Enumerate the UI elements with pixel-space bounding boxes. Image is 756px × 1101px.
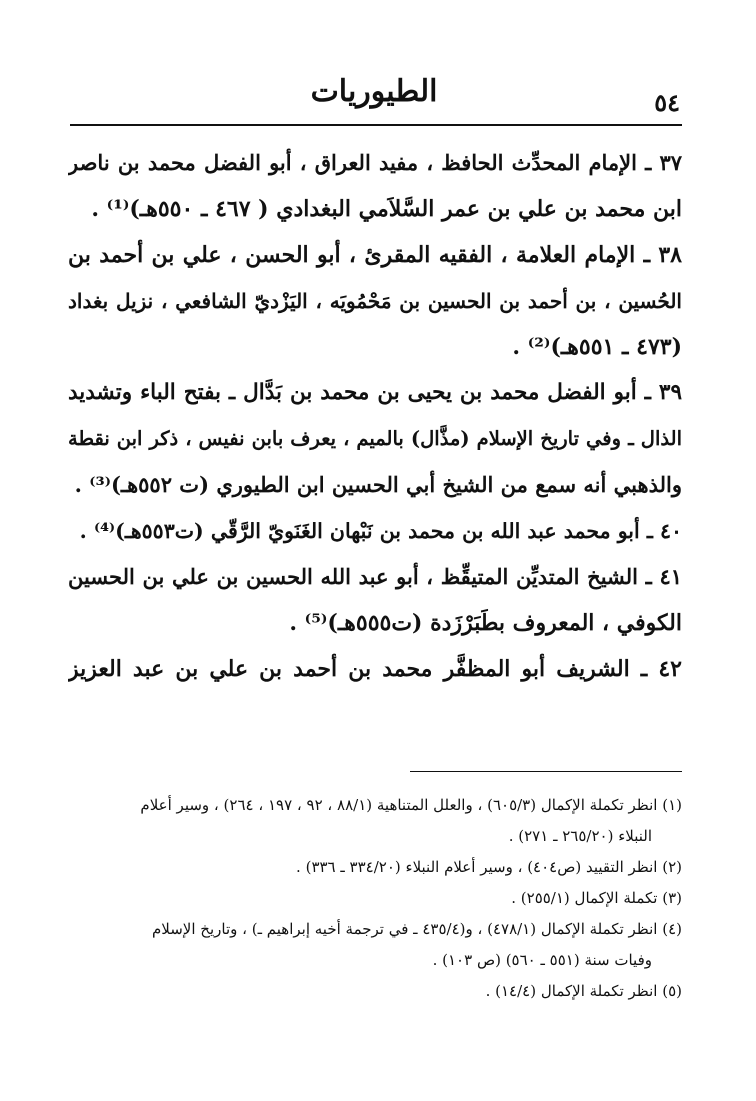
text-line: ٣٩ ـ أبو الفضل محمد بن يحيى بن محمد بن بَدَّال ـ بفتح الباء وتشديد <box>68 380 682 405</box>
page-number: ٥٤ <box>654 88 680 117</box>
footnote-rule <box>410 771 682 772</box>
text-line: الذال ـ وفي تاريخ الإسلام (مذَّال) بالميم ، يعرف بابن نفيس ، ذكر ابن نقطة <box>68 427 682 450</box>
footnote-line: (٣) تكملة الإكمال (٢٥٥/١) . <box>511 889 682 907</box>
text-line: ٤٠ ـ أبو محمد عبد الله بن محمد بن نَبْهان الغَنَويّ الرَّقّي (ت٥٥٣هـ)⁽⁴⁾ . <box>79 519 682 543</box>
footnote-line: (٢) انظر التقييد (ص٤٠٤) ، وسير أعلام النبلاء (٣٣٤/٢٠ ـ ٣٣٦) . <box>296 858 682 876</box>
book-title: الطيوريات <box>310 74 438 109</box>
text-line: والذهبي أنه سمع من الشيخ أبي الحسين ابن الطيوري (ت ٥٥٢هـ)⁽³⁾ . <box>74 472 682 497</box>
footnote-line: النبلاء (٢٦٥/٢٠ ـ ٢٧١) . <box>508 827 652 845</box>
text-line: ٤٢ ـ الشريف أبو المظفَّر محمد بن أحمد بن علي بن عبد العزيز <box>68 656 682 682</box>
text-line: ابن محمد بن علي بن عمر السَّلاَمي البغدادي ( ٤٦٧ ـ ٥٥٠هـ)⁽¹⁾ . <box>91 196 682 222</box>
page-header <box>68 70 680 120</box>
footnote-line: وفيات سنة (٥٥١ ـ ٥٦٠) (ص ١٠٣) . <box>432 951 652 969</box>
footnote-line: (٥) انظر تكملة الإكمال (١٤/٤) . <box>485 982 682 1000</box>
text-line: الحُسين ، بن أحمد بن الحسين بن مَحْمُويَه ، اليَزْديّ الشافعي ، نزيل بغداد <box>68 289 682 313</box>
footnote-line: (١) انظر تكملة الإكمال (٦٠٥/٣) ، والعلل المتناهية (٨٨/١ ، ٩٢ ، ١٩٧ ، ٢٦٤) ، وسير أعلام <box>140 796 682 814</box>
footnotes <box>68 790 682 1007</box>
text-line: ٣٨ ـ الإمام العلامة ، الفقيه المقرئ ، أبو الحسن ، علي بن أحمد بن <box>68 242 682 268</box>
footnote-line: (٤) انظر تكملة الإكمال (٤٧٨/١) ، و(٤٣٥/٤ ـ في ترجمة أخيه إبراهيم ـ) ، وتاريخ الإسلام <box>152 920 682 938</box>
text-line: ٣٧ ـ الإمام المحدِّث الحافظ ، مفيد العراق ، أبو الفضل محمد بن ناصر <box>68 150 682 175</box>
text-line: ٤١ ـ الشيخ المتديِّن المتيقِّظ ، أبو عبد الله الحسين بن علي بن الحسين <box>68 564 682 589</box>
text-line: (٤٧٣ ـ ٥٥١هـ)⁽²⁾ . <box>512 334 682 360</box>
header-rule <box>70 124 682 126</box>
text-line: الكوفي ، المعروف بطَبَرْزَدة (ت٥٥٥هـ)⁽⁵⁾ . <box>289 610 682 636</box>
main-text <box>68 140 682 692</box>
